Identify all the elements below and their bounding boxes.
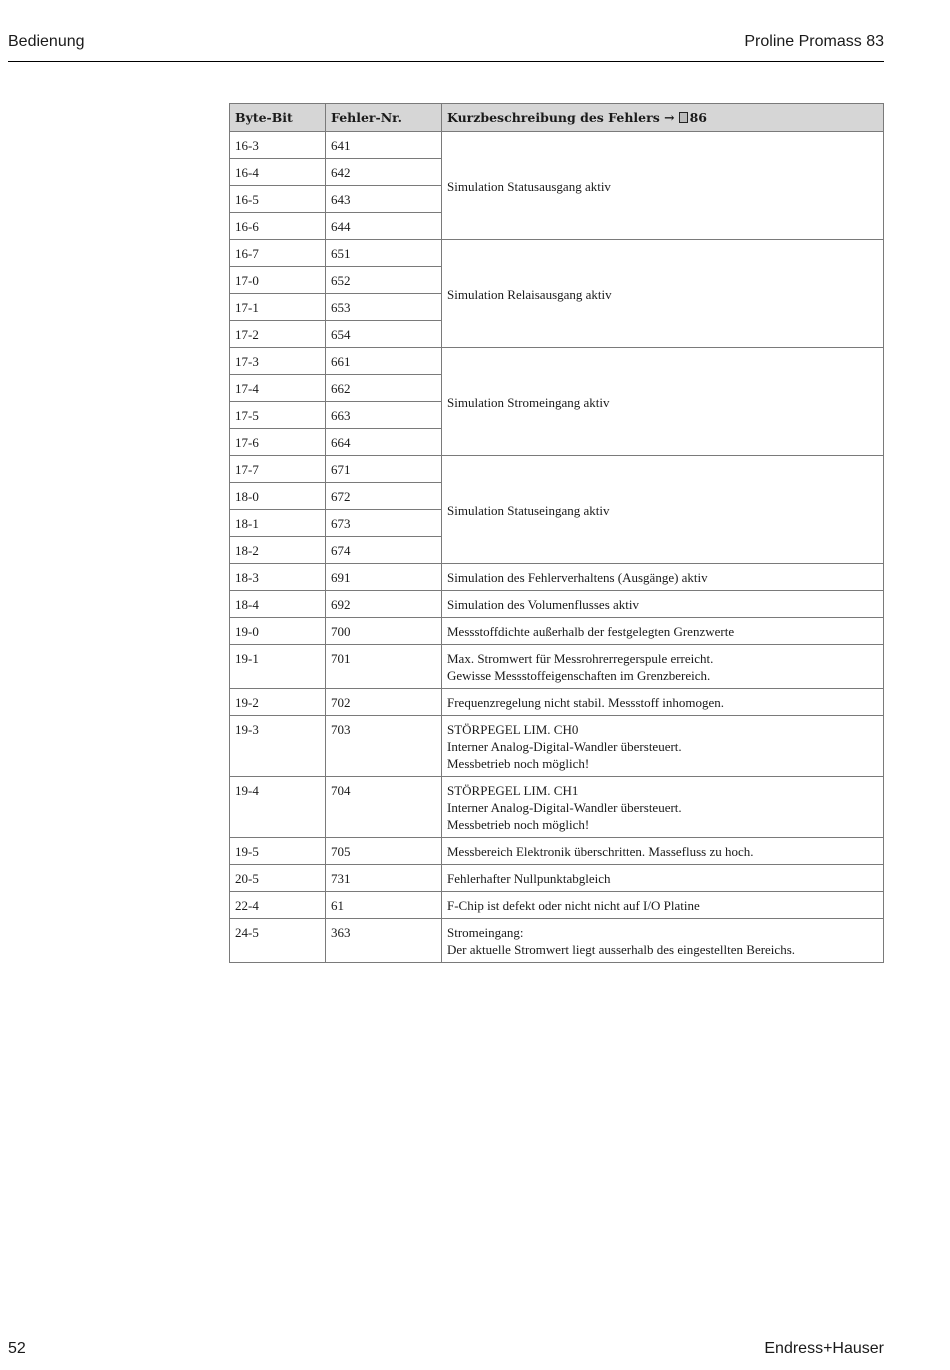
byte-bit-cell: 17-4	[230, 375, 326, 402]
description-line: F-Chip ist defekt oder nicht nicht auf I/O Platine	[447, 898, 700, 913]
description-line: Fehlerhafter Nullpunktabgleich	[447, 871, 611, 886]
description-line: Simulation des Volumenflusses aktiv	[447, 597, 639, 612]
page-number: 52	[8, 1340, 26, 1357]
byte-bit-cell: 19-5	[230, 838, 326, 865]
table-header-row	[230, 104, 884, 132]
error-nr-cell: 671	[326, 456, 442, 483]
byte-bit-cell: 19-2	[230, 689, 326, 716]
error-nr-cell: 653	[326, 294, 442, 321]
error-nr-cell: 691	[326, 564, 442, 591]
description-cell: Simulation Relaisausgang aktiv	[442, 240, 884, 348]
error-nr-cell: 731	[326, 865, 442, 892]
error-nr-cell: 700	[326, 618, 442, 645]
description-cell	[442, 892, 884, 919]
byte-bit-cell: 16-6	[230, 213, 326, 240]
description-line: Messbetrieb noch möglich!	[447, 756, 590, 771]
description-cell	[442, 716, 884, 777]
byte-bit-cell: 18-4	[230, 591, 326, 618]
description-cell: Simulation Statuseingang aktiv	[442, 456, 884, 564]
error-nr-cell: 643	[326, 186, 442, 213]
byte-bit-cell: 18-0	[230, 483, 326, 510]
error-nr-cell: 651	[326, 240, 442, 267]
error-nr-cell: 363	[326, 919, 442, 963]
description-line: Der aktuelle Stromwert liegt ausserhalb des eingestellten Bereichs.	[447, 942, 795, 957]
col-header-error-nr: Fehler-Nr.	[326, 104, 442, 132]
error-nr-cell: 701	[326, 645, 442, 689]
description-cell	[442, 591, 884, 618]
description-cell	[442, 838, 884, 865]
error-nr-cell: 663	[326, 402, 442, 429]
table-row	[230, 892, 884, 919]
description-line: STÖRPEGEL LIM. CH1	[447, 783, 579, 798]
byte-bit-cell: 16-4	[230, 159, 326, 186]
error-nr-cell: 641	[326, 132, 442, 159]
byte-bit-cell: 16-7	[230, 240, 326, 267]
byte-bit-cell: 18-1	[230, 510, 326, 537]
error-nr-cell: 61	[326, 892, 442, 919]
description-cell	[442, 865, 884, 892]
description-line: Interner Analog-Digital-Wandler übersteuert.	[447, 739, 682, 754]
page-header	[8, 30, 884, 62]
description-cell	[442, 618, 884, 645]
byte-bit-cell: 16-5	[230, 186, 326, 213]
table-row	[230, 689, 884, 716]
description-line: Gewisse Messstoffeigenschaften im Grenzbereich.	[447, 668, 711, 683]
error-nr-cell: 705	[326, 838, 442, 865]
error-nr-cell: 673	[326, 510, 442, 537]
table-row	[230, 240, 884, 267]
byte-bit-cell: 19-1	[230, 645, 326, 689]
description-line: Stromeingang:	[447, 925, 524, 940]
description-cell	[442, 564, 884, 591]
byte-bit-cell: 17-0	[230, 267, 326, 294]
table-row	[230, 645, 884, 689]
table-row	[230, 865, 884, 892]
table-row	[230, 564, 884, 591]
description-cell: Simulation Statusausgang aktiv	[442, 132, 884, 240]
description-line: Simulation des Fehlerverhaltens (Ausgänge) aktiv	[447, 570, 708, 585]
byte-bit-cell: 20-5	[230, 865, 326, 892]
byte-bit-cell: 16-3	[230, 132, 326, 159]
table-row	[230, 919, 884, 963]
description-line: Interner Analog-Digital-Wandler übersteuert.	[447, 800, 682, 815]
description-line: Messbetrieb noch möglich!	[447, 817, 590, 832]
description-line: Frequenzregelung nicht stabil. Messstoff inhomogen.	[447, 695, 725, 710]
description-line: Max. Stromwert für Messrohrerregerspule erreicht.	[447, 651, 714, 666]
col-header-byte-bit: Byte-Bit	[230, 104, 326, 132]
col-header-description-text: Kurzbeschreibung des Fehlers →	[447, 110, 675, 125]
table-row	[230, 716, 884, 777]
byte-bit-cell: 19-3	[230, 716, 326, 777]
table-row	[230, 777, 884, 838]
description-cell	[442, 919, 884, 963]
error-nr-cell: 703	[326, 716, 442, 777]
description-cell	[442, 689, 884, 716]
byte-bit-cell: 17-7	[230, 456, 326, 483]
description-line: Messstoffdichte außerhalb der festgelegten Grenzwerte	[447, 624, 735, 639]
error-nr-cell: 654	[326, 321, 442, 348]
byte-bit-cell: 18-2	[230, 537, 326, 564]
error-nr-cell: 672	[326, 483, 442, 510]
byte-bit-cell: 17-3	[230, 348, 326, 375]
error-nr-cell: 662	[326, 375, 442, 402]
description-cell	[442, 645, 884, 689]
byte-bit-cell: 22-4	[230, 892, 326, 919]
error-nr-cell: 702	[326, 689, 442, 716]
error-nr-cell: 704	[326, 777, 442, 838]
error-nr-cell: 664	[326, 429, 442, 456]
table-row	[230, 132, 884, 159]
error-nr-cell: 692	[326, 591, 442, 618]
error-table	[229, 103, 884, 963]
error-nr-cell: 652	[326, 267, 442, 294]
table-row	[230, 456, 884, 483]
reference-page: 86	[689, 110, 707, 125]
description-line: Messbereich Elektronik überschritten. Massefluss zu hoch.	[447, 844, 754, 859]
error-nr-cell: 661	[326, 348, 442, 375]
table-row	[230, 591, 884, 618]
page-reference-icon	[679, 112, 688, 123]
description-line: STÖRPEGEL LIM. CH0	[447, 722, 579, 737]
table-row	[230, 618, 884, 645]
description-cell	[442, 777, 884, 838]
error-nr-cell: 644	[326, 213, 442, 240]
product-title: Proline Promass 83	[744, 33, 884, 50]
error-nr-cell: 642	[326, 159, 442, 186]
brand-name: Endress+Hauser	[764, 1340, 884, 1357]
table-row	[230, 838, 884, 865]
byte-bit-cell: 17-1	[230, 294, 326, 321]
byte-bit-cell: 24-5	[230, 919, 326, 963]
byte-bit-cell: 19-4	[230, 777, 326, 838]
col-header-description	[442, 104, 884, 132]
byte-bit-cell: 17-6	[230, 429, 326, 456]
byte-bit-cell: 19-0	[230, 618, 326, 645]
byte-bit-cell: 17-5	[230, 402, 326, 429]
byte-bit-cell: 18-3	[230, 564, 326, 591]
byte-bit-cell: 17-2	[230, 321, 326, 348]
description-cell: Simulation Stromeingang aktiv	[442, 348, 884, 456]
section-title: Bedienung	[8, 33, 85, 50]
table-row	[230, 348, 884, 375]
error-nr-cell: 674	[326, 537, 442, 564]
